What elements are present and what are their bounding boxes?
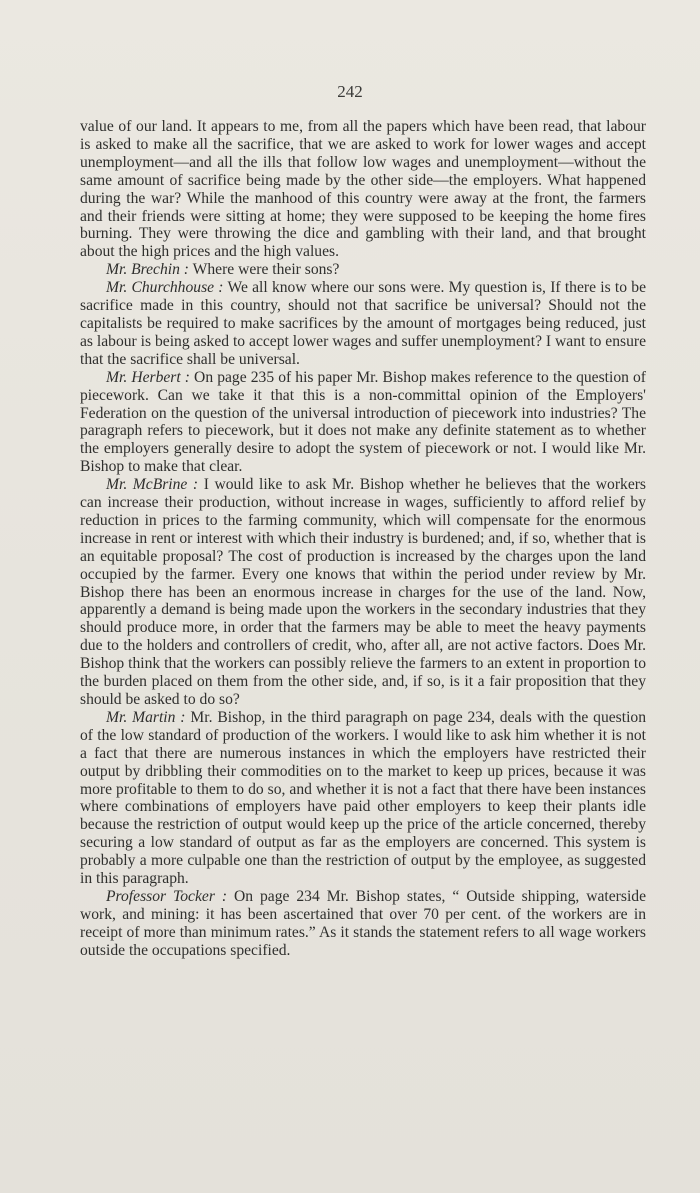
paragraph-text: value of our land. It appears to me, from all the papers which have been read, that labour is asked to make all the sacrifice, that we are asked to work for lower wages and accept unemployment—and all the ills that follow low wages and unemployment—without the same amount of sacrifice being made by the other side—the employers. What happened during the war? While the manhood of this country were away at the front, the farmers and their friends were sitting at home; they were supposed to be keeping the home fires burning. They were throwing the dice and gambling with their land, and that brought about the high prices and the high values. bbox=[80, 118, 646, 261]
paragraph-churchhouse bbox=[80, 279, 646, 369]
paragraph-continuation bbox=[80, 118, 646, 261]
body-text bbox=[80, 118, 646, 960]
paragraph-mcbrine bbox=[80, 476, 646, 709]
speaker-name: Mr. Brechin : bbox=[106, 261, 190, 279]
paragraph-text: Where were their sons? bbox=[189, 261, 340, 279]
paragraph-text: I would like to ask Mr. Bishop whether he believes that the workers can increase their production, without increase in wages, sufficiently to afford relief by reduction in prices to the farming community, which will compensate for the enormous increase in rent or interest with which their industry is burdened; and, if so, whether that is an equitable proposal? The cost of production is increased by the charges upon the land occupied by the farmer. Every one knows that within the period under review by Mr. Bishop there has been an enormous increase in charges for the use of the land. Now, apparently a demand is being made upon the workers in the secondary industries that they should produce more, in order that the farmers may be able to meet the heavy payments due to the holders and controllers of credit, who, after all, are not active factors. Does Mr. Bishop think that the workers can possibly relieve the farmers to an extent in proportion to the burden placed on them from the other side, and, if so, is it a fair proposition that they should be asked to do so? bbox=[80, 476, 646, 708]
page-number: 242 bbox=[337, 82, 363, 101]
paragraph-text: Mr. Bishop, in the third paragraph on page 234, deals with the question of the low standard of production of the workers. I would like to ask him whether it is not a fact that there are numerous instances in which the employers have restricted their output by dribbling their commodities on to the market to keep up prices, because it was more profitable to them to do so, and whether it is not a fact that there have been instances where combinations of employers have paid other employers to keep their plants idle because the restriction of output would keep up the price of the article concerned, thereby securing a low standard of output as far as the employers are concerned. This system is probably a more culpable one than the restriction of output by the employee, as suggested in this paragraph. bbox=[80, 708, 646, 888]
speaker-name: Mr. Herbert : bbox=[106, 368, 190, 386]
paragraph-tocker bbox=[80, 888, 646, 960]
speaker-name: Mr. Martin : bbox=[106, 708, 186, 726]
paragraph-martin bbox=[80, 709, 646, 888]
speaker-name: Mr. Churchhouse : bbox=[106, 279, 224, 297]
paragraph-herbert bbox=[80, 369, 646, 476]
speaker-name: Mr. McBrine : bbox=[106, 476, 199, 494]
paragraph-text: On page 235 of his paper Mr. Bishop makes reference to the question of piecework. Can we take it that this is a non-committal opinion of the Employers' Federation on the question of the universal introduction of piecework into industries? The paragraph refers to piecework, but it does not make any definite statement as to whether the employers generally desire to adopt the system of piecework or not. I would like Mr. Bishop to make that clear. bbox=[80, 368, 646, 476]
paragraph-text: We all know where our sons were. My question is, If there is to be sacrifice made in this country, should not that sacrifice be universal? Should not the capitalists be required to make sacrifices by the amount of mortgages being reduced, just as labour is being asked to accept lower wages and suffer unemployment? I want to ensure that the sacrifice shall be universal. bbox=[80, 279, 646, 368]
speaker-name: Professor Tocker : bbox=[106, 887, 228, 905]
paragraph-brechin bbox=[80, 261, 646, 279]
paragraph-text: On page 234 Mr. Bishop states, “ Outside shipping, waterside work, and mining: it has been ascertained that over 70 per cent. of the workers are in receipt of more than minimum rates.” As it stands the statement refers to all wage workers outside the occupations specified. bbox=[80, 887, 646, 959]
